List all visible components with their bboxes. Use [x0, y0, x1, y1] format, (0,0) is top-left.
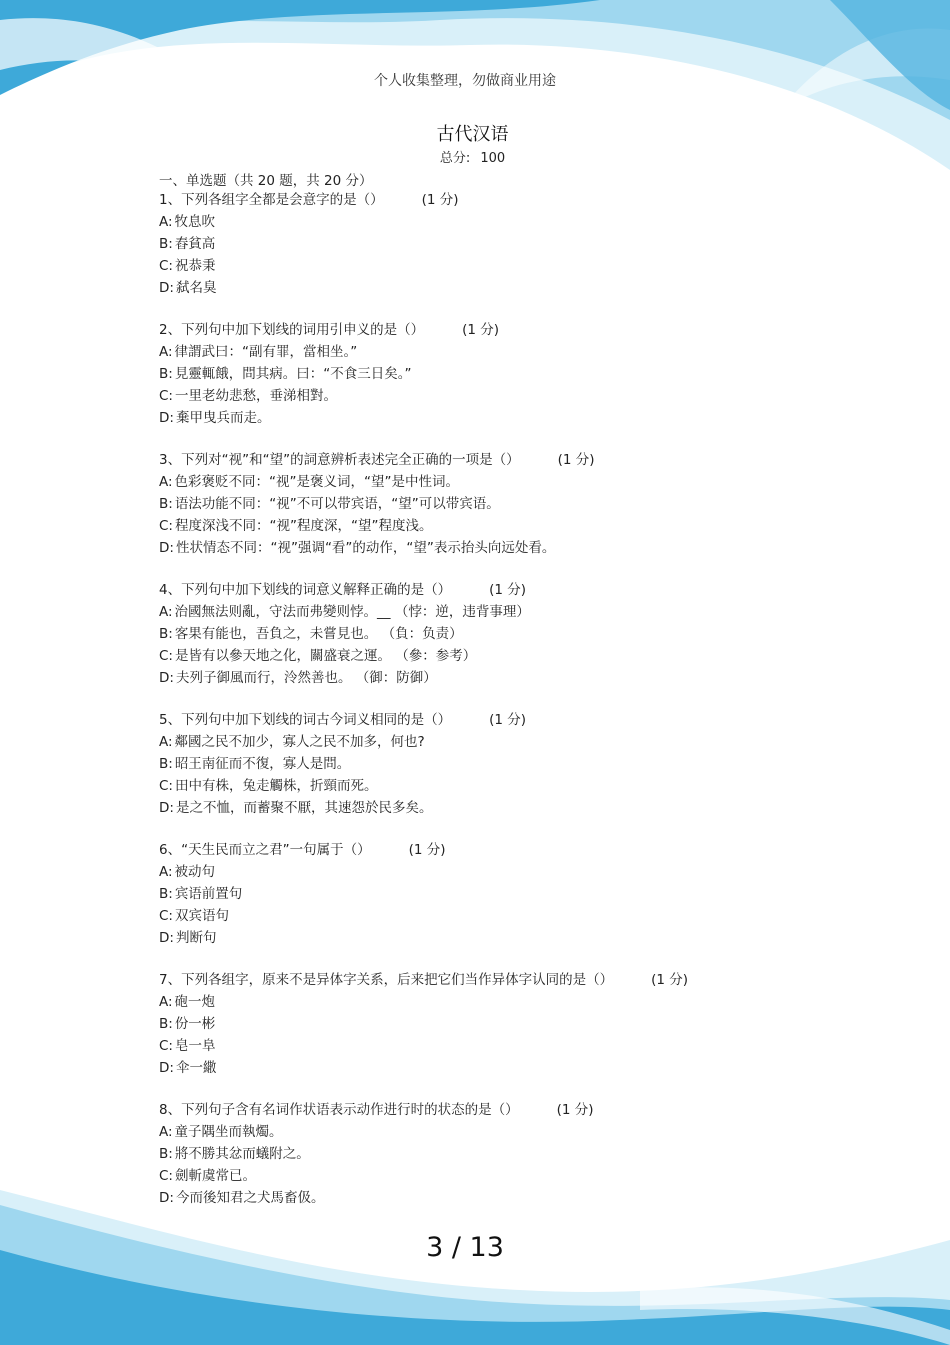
option-letter: B: — [159, 236, 173, 252]
option-letter: C: — [159, 1168, 173, 1184]
question-item — [159, 709, 819, 819]
answer-option[interactable] — [159, 255, 819, 277]
answer-option[interactable] — [159, 883, 819, 905]
option-text: 语法功能不同：“视”不可以带宾语，“望”可以带宾语。 — [174, 496, 500, 512]
question-item — [159, 839, 819, 949]
answer-option[interactable] — [159, 1057, 819, 1079]
option-text: 判断句 — [175, 930, 217, 946]
question-stem: 8、下列句子含有名词作状语表示动作进行时的状态的是（） — [159, 1102, 519, 1118]
option-letter: D: — [159, 800, 174, 816]
option-text: 双宾语句 — [174, 908, 229, 924]
question-stem: 6、“天生民而立之君”一句属于（） — [159, 842, 371, 858]
option-text: 份一彬 — [174, 1016, 216, 1032]
option-text: 牧息吹 — [174, 214, 216, 230]
option-text: 皂一阜 — [174, 1038, 216, 1054]
answer-option[interactable] — [159, 731, 819, 753]
option-text: 今而後知君之犬馬畜伋。 — [175, 1190, 325, 1206]
option-text: 性状情态不同：“视”强调“看”的动作，“望”表示抬头向远处看。 — [175, 540, 556, 556]
option-letter: A: — [159, 734, 173, 750]
option-text: 童子隅坐而執燭。 — [174, 1124, 283, 1140]
option-text: 夫列子御風而行，泠然善也。 （御：防御） — [175, 670, 437, 686]
question-score: (1 分) — [408, 842, 446, 858]
answer-option[interactable] — [159, 1035, 819, 1057]
option-letter: A: — [159, 864, 173, 880]
question-stem: 5、下列句中加下划线的词古今词义相同的是（） — [159, 712, 452, 728]
option-text: 是之不恤，而蓄聚不厭，其速怨於民多矣。 — [175, 800, 433, 816]
question-score: (1 分) — [556, 1102, 594, 1118]
answer-option[interactable] — [159, 385, 819, 407]
option-text: 宾语前置句 — [174, 886, 243, 902]
option-letter: D: — [159, 1190, 174, 1206]
option-letter: C: — [159, 908, 173, 924]
option-text: 色彩褒贬不同：“视”是褒义词，“望”是中性词。 — [174, 474, 460, 490]
option-text: 見靈輒餓，問其病。曰：“不食三日矣。” — [174, 366, 412, 382]
answer-option[interactable] — [159, 645, 819, 667]
answer-option[interactable] — [159, 493, 819, 515]
option-text: 伞一繖 — [175, 1060, 217, 1076]
answer-option[interactable] — [159, 537, 819, 559]
option-letter: A: — [159, 474, 173, 490]
answer-option[interactable] — [159, 753, 819, 775]
question-item — [159, 449, 819, 559]
answer-option[interactable] — [159, 991, 819, 1013]
question-item — [159, 189, 819, 299]
answer-option[interactable] — [159, 861, 819, 883]
answer-option[interactable] — [159, 623, 819, 645]
option-letter: C: — [159, 1038, 173, 1054]
question-stem: 1、下列各组字全都是会意字的是（） — [159, 192, 384, 208]
answer-option[interactable] — [159, 407, 819, 429]
answer-option[interactable] — [159, 905, 819, 927]
option-text: 舂貧高 — [174, 236, 216, 252]
answer-option[interactable] — [159, 775, 819, 797]
option-text: 祝恭秉 — [174, 258, 216, 274]
total-score — [0, 147, 945, 166]
option-letter: D: — [159, 410, 174, 426]
option-text: 鄰國之民不加少，寡人之民不加多，何也? — [174, 734, 425, 750]
option-text: 是皆有以參天地之化，關盛衰之運。 （參：参考） — [174, 648, 477, 664]
total-score-value: 100 — [480, 151, 506, 166]
option-letter: B: — [159, 496, 173, 512]
question-stem-line — [159, 1099, 819, 1121]
option-letter: D: — [159, 280, 174, 296]
option-letter: B: — [159, 626, 173, 642]
question-stem: 4、下列句中加下划线的词意义解释正确的是（） — [159, 582, 452, 598]
question-score: (1 分) — [462, 322, 500, 338]
option-letter: D: — [159, 930, 174, 946]
option-letter: A: — [159, 344, 173, 360]
answer-option[interactable] — [159, 363, 819, 385]
option-text: 治國無法则亂，守法而弗變则悖。__ （悖：逆，违背事理） — [174, 604, 530, 620]
option-text: 田中有株，兔走觸株，折頸而死。 — [174, 778, 378, 794]
option-letter: A: — [159, 994, 173, 1010]
answer-option[interactable] — [159, 277, 819, 299]
page-number: 3 / 13 — [426, 1232, 504, 1263]
question-stem-line — [159, 319, 819, 341]
option-letter: A: — [159, 1124, 173, 1140]
option-text: 將不勝其忿而蟻附之。 — [174, 1146, 310, 1162]
question-stem: 3、下列对“视”和“望”的詞意辨析表述完全正确的一项是（） — [159, 452, 520, 468]
option-letter: C: — [159, 648, 173, 664]
option-letter: D: — [159, 670, 174, 686]
option-letter: C: — [159, 778, 173, 794]
option-text: 客果有能也，吾負之，未嘗見也。 （負：负责） — [174, 626, 463, 642]
option-letter: D: — [159, 540, 174, 556]
answer-option[interactable] — [159, 1121, 819, 1143]
watermark-text: 个人收集整理，勿做商业用途 — [374, 73, 556, 89]
option-letter: B: — [159, 1016, 173, 1032]
question-score: (1 分) — [489, 582, 527, 598]
option-letter: B: — [159, 886, 173, 902]
option-text: 被动句 — [174, 864, 216, 880]
option-text: 劍斬虞常已。 — [174, 1168, 256, 1184]
answer-option[interactable] — [159, 1165, 819, 1187]
option-letter: A: — [159, 214, 173, 230]
option-letter: B: — [159, 1146, 173, 1162]
option-text: 程度深浅不同：“视”程度深，“望”程度浅。 — [174, 518, 433, 534]
question-stem-line — [159, 579, 819, 601]
question-stem-line — [159, 839, 819, 861]
option-letter: B: — [159, 756, 173, 772]
option-text: 棄甲曳兵而走。 — [175, 410, 271, 426]
question-stem-line — [159, 709, 819, 731]
question-stem-line — [159, 449, 819, 471]
question-item — [159, 969, 819, 1079]
question-stem-line — [159, 189, 819, 211]
answer-option[interactable] — [159, 233, 819, 255]
answer-option[interactable] — [159, 515, 819, 537]
question-item — [159, 319, 819, 429]
option-letter: D: — [159, 1060, 174, 1076]
option-letter: A: — [159, 604, 173, 620]
question-score: (1 分) — [651, 972, 689, 988]
question-score: (1 分) — [489, 712, 527, 728]
option-text: 砲一炮 — [174, 994, 216, 1010]
option-text: 律謂武曰：“副有罪，當相坐。” — [174, 344, 358, 360]
answer-option[interactable] — [159, 667, 819, 689]
question-list — [159, 189, 819, 1229]
question-stem-line — [159, 969, 819, 991]
answer-option[interactable] — [159, 341, 819, 363]
option-letter: B: — [159, 366, 173, 382]
page-title: 古代汉语 — [436, 124, 509, 145]
question-item — [159, 1099, 819, 1209]
answer-option[interactable] — [159, 927, 819, 949]
option-text: 一里老幼悲愁，垂涕相對。 — [174, 388, 337, 404]
answer-option[interactable] — [159, 211, 819, 233]
answer-option[interactable] — [159, 797, 819, 819]
total-score-label: 总分: — [439, 151, 471, 166]
question-item — [159, 579, 819, 689]
option-text: 昭王南征而不復，寡人是問。 — [174, 756, 351, 772]
question-score: (1 分) — [421, 192, 459, 208]
answer-option[interactable] — [159, 601, 819, 623]
option-letter: C: — [159, 388, 173, 404]
question-stem: 7、下列各组字，原来不是异体字关系，后来把它们当作异体字认同的是（） — [159, 972, 614, 988]
answer-option[interactable] — [159, 1187, 819, 1209]
option-letter: C: — [159, 258, 173, 274]
answer-option[interactable] — [159, 1143, 819, 1165]
option-text: 弑名臭 — [175, 280, 217, 296]
answer-option[interactable] — [159, 471, 819, 493]
answer-option[interactable] — [159, 1013, 819, 1035]
section-heading: 一、单选题（共 20 题，共 20 分） — [159, 173, 373, 189]
option-letter: C: — [159, 518, 173, 534]
question-score: (1 分) — [557, 452, 595, 468]
question-stem: 2、下列句中加下划线的词用引申义的是（） — [159, 322, 425, 338]
